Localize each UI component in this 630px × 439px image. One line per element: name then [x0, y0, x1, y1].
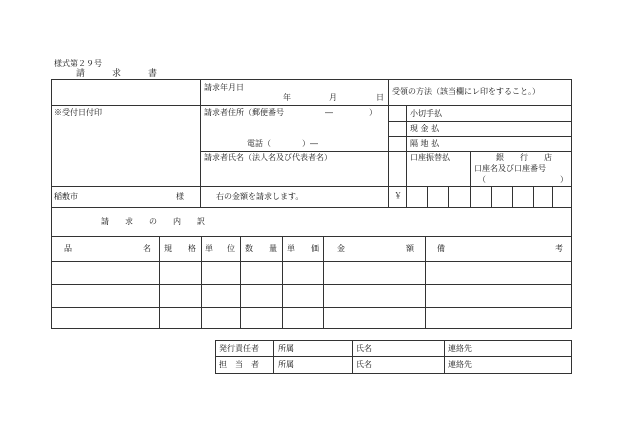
transfer-payment-label: 口座振替払	[410, 153, 450, 162]
cash-payment-label: 現 金 払	[410, 124, 440, 133]
col-item-b: 名	[143, 244, 151, 253]
manager-contact-label: 連絡先	[448, 360, 472, 369]
account-paren-open: （	[478, 175, 486, 184]
day-label: 日	[376, 93, 384, 102]
form-number: 様式第２９号	[54, 59, 102, 68]
col-item-a: 品	[64, 244, 72, 253]
payment-method-label: 受領の方法（該当欄にレ印をすること。）	[392, 87, 540, 96]
issuer-name-label: 氏名	[356, 344, 372, 353]
form-title: 請 求 書	[76, 69, 158, 79]
request-date-label: 請求年月日	[204, 83, 244, 92]
bank-branch-label: 銀 行 店	[496, 153, 552, 162]
issuer-contact-label: 連絡先	[448, 344, 472, 353]
issuer-dept-label: 所属	[278, 344, 294, 353]
month-label: 月	[329, 93, 337, 102]
request-statement: 右の金額を請求します。	[216, 192, 304, 201]
yen-sign: ￥	[394, 191, 402, 200]
honorific: 様	[176, 192, 184, 201]
col-spec-a: 規	[164, 244, 172, 253]
requester-name-label: 請求者氏名（法人名及び代表者名）	[204, 153, 332, 162]
col-qty-b: 量	[269, 244, 277, 253]
manager-name-label: 氏名	[356, 360, 372, 369]
postal-close: ）	[369, 108, 377, 117]
remote-payment-label: 隔 地 払	[410, 139, 440, 148]
col-amount-b: 額	[406, 244, 414, 253]
manager-label: 担 当 者	[219, 360, 259, 369]
addressee: 稲敷市	[54, 192, 78, 201]
address-label: 請求者住所（郵便番号	[204, 108, 284, 117]
phone-label: 電話（	[247, 139, 271, 148]
col-amount-a: 金	[337, 244, 345, 253]
breakdown-heading: 請 求 の 内 訳	[101, 217, 205, 226]
col-unit-a: 単	[205, 244, 213, 253]
col-remarks-b: 考	[555, 244, 563, 253]
account-paren-close: ）	[560, 175, 568, 184]
col-spec-b: 格	[188, 244, 196, 253]
issuer-label: 発行責任者	[219, 344, 259, 353]
col-price-b: 価	[311, 244, 319, 253]
year-label: 年	[283, 93, 291, 102]
col-price-a: 単	[287, 244, 295, 253]
postal-dash: ―	[325, 108, 333, 117]
phone-close: ）―	[302, 139, 318, 148]
col-unit-b: 位	[227, 244, 235, 253]
receipt-stamp-label: ※受付日付印	[54, 108, 102, 117]
check-payment-label: 小切手払	[410, 109, 442, 118]
col-remarks-a: 備	[437, 244, 445, 253]
manager-dept-label: 所属	[278, 360, 294, 369]
account-label: 口座名及び口座番号	[474, 164, 546, 173]
col-qty-a: 数	[245, 244, 253, 253]
